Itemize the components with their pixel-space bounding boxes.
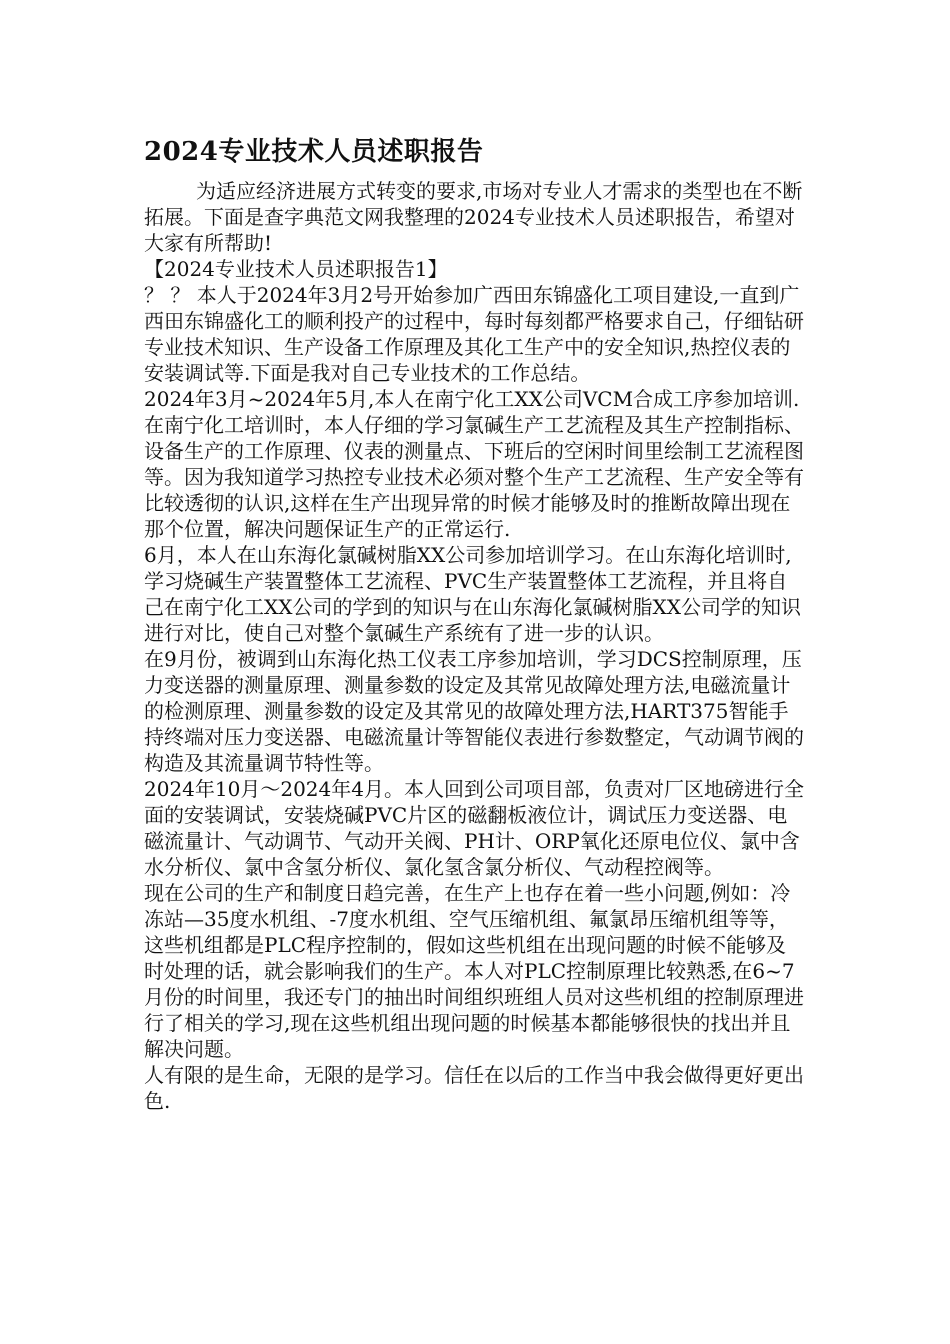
document-title: 2024专业技术人员述职报告 (144, 137, 484, 167)
body-paragraph: 现在公司的生产和制度日趋完善，在生产上也存在着一些小问题,例如：冷冻站—35度水机组、-7度水机组、空气压缩机组、氟氯昂压缩机组等等，这些机组都是PLC程序控制的，假如这些机组在出现问题的时候不能够及时处理的话，就会影响我们的生产。本人对PLC控制原理比较熟悉,在6~7月份的时间里，我还专门的抽出时间组织班组人员对这些机组的控制原理进行了相关的学习,现在这些机组出现问题的时候基本都能够很快的找出并且解决问题。 (144, 881, 804, 1061)
body-paragraph: 在9月份，被调到山东海化热工仪表工序参加培训，学习DCS控制原理，压力变送器的测量原理、测量参数的设定及其常见故障处理方法,电磁流量计的检测原理、测量参数的设定及其常见的故障处理方法,HART375智能手持终端对压力变送器、电磁流量计等智能仪表进行参数整定，气动调节阀的构造及其流量调节特性等。 (144, 647, 804, 775)
closing-paragraph: 人有限的是生命，无限的是学习。信任在以后的工作当中我会做得更好更出色. (144, 1063, 804, 1113)
body-paragraph: 6月，本人在山东海化氯碱树脂XX公司参加培训学习。在山东海化培训时,学习烧碱生产装置整体工艺流程、PVC生产装置整体工艺流程，并且将自己在南宁化工XX公司的学到的知识与在山东海化氯碱树脂XX公司学的知识进行对比，使自己对整个氯碱生产系统有了进一步的认识。 (144, 543, 801, 645)
section-heading: 【2024专业技术人员述职报告1】 (144, 257, 448, 281)
body-paragraph: ？ ？ 本人于2024年3月2号开始参加广西田东锦盛化工项目建设,一直到广西田东锦盛化工的顺利投产的过程中，每时每刻都严格要求自己，仔细钻研专业技术知识、生产设备工作原理及其化工生产中的安全知识,热控仪表的安装调试等.下面是我对自己专业技术的工作总结。 (144, 283, 804, 385)
body-paragraph: 2024年10月～2024年4月。本人回到公司项目部，负责对厂区地磅进行全面的安装调试，安装烧碱PVC片区的磁翻板液位计，调试压力变送器、电磁流量计、气动调节、气动开关阀、PH计、ORP氧化还原电位仪、氯中含水分析仪、氯中含氢分析仪、氯化氢含氯分析仪、气动程控阀等。 (144, 777, 804, 879)
body-paragraph: 2024年3月~2024年5月,本人在南宁化工XX公司VCM合成工序参加培训.在南宁化工培训时，本人仔细的学习氯碱生产工艺流程及其生产控制指标、设备生产的工作原理、仪表的测量点、下班后的空闲时间里绘制工艺流程图等。因为我知道学习热控专业技术必须对整个生产工艺流程、生产安全等有比较透彻的认识,这样在生产出现异常的时候才能够及时的推断故障出现在那个位置，解决问题保证生产的正常运行. (144, 387, 804, 541)
document-body (144, 132, 804, 1114)
intro-paragraph: 为适应经济进展方式转变的要求,市场对专业人才需求的类型也在不断拓展。下面是查字典范文网我整理的2024专业技术人员述职报告，希望对大家有所帮助! (144, 179, 803, 255)
